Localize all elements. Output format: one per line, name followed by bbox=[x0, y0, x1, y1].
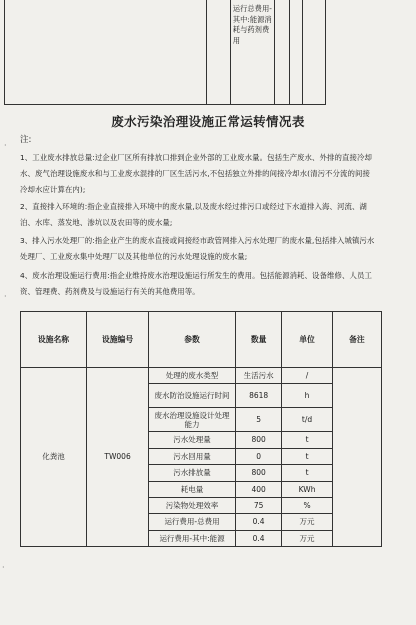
unit-cell: / bbox=[282, 368, 332, 384]
header-facility-name: 设施名称 bbox=[21, 312, 87, 368]
param-cell: 污水排放量 bbox=[149, 465, 236, 481]
table-header-row bbox=[21, 312, 382, 368]
param-cell: 运行费用-其中:能源 bbox=[149, 530, 236, 546]
header-parameter: 参数 bbox=[149, 312, 236, 368]
unit-cell: t bbox=[282, 465, 332, 481]
unit-cell: t/d bbox=[282, 408, 332, 432]
param-cell: 废水防治设施运行时间 bbox=[149, 384, 236, 408]
unit-cell: 万元 bbox=[282, 530, 332, 546]
document-title: 废水污染治理设施正常运转情况表 bbox=[111, 114, 305, 129]
unit-cell: KWh bbox=[282, 481, 332, 497]
qty-cell: 75 bbox=[235, 497, 281, 513]
scan-speck: · bbox=[4, 141, 7, 150]
header-facility-code: 设施编号 bbox=[86, 312, 148, 368]
fragment-cell bbox=[5, 0, 207, 105]
param-cell: 运行费用-总费用 bbox=[149, 514, 236, 530]
qty-cell: 0 bbox=[235, 448, 281, 464]
header-remark: 备注 bbox=[332, 312, 381, 368]
qty-cell: 8618 bbox=[235, 384, 281, 408]
fragment-cell bbox=[289, 0, 303, 105]
param-cell: 污水处理量 bbox=[149, 432, 236, 448]
param-cell: 耗电量 bbox=[149, 481, 236, 497]
fragment-cell bbox=[275, 0, 290, 105]
qty-cell: 800 bbox=[235, 432, 281, 448]
fragment-cell bbox=[207, 0, 230, 105]
param-cell: 废水治理设施设计处理能力 bbox=[149, 408, 236, 432]
note-1: 1、工业废水排放总量:过企业厂区所有排放口排到企业外部的工业废水量。包括生产废水、外排的直接冷却水、废气治理设施废水和与工业废水混排的厂区生活污水,不包括独立外排的间接冷却水(清污不分流的间接冷却水应计算在内); bbox=[20, 153, 372, 194]
unit-cell: 万元 bbox=[282, 514, 332, 530]
facility-table bbox=[20, 311, 382, 547]
qty-cell: 0.4 bbox=[235, 530, 281, 546]
unit-cell: h bbox=[282, 384, 332, 408]
param-cell: 污水回用量 bbox=[149, 448, 236, 464]
qty-cell: 0.4 bbox=[235, 514, 281, 530]
scan-speck: · bbox=[4, 292, 7, 301]
note-2: 2、直接排入环境的:指企业直接排入环境中的废水量,以及废水经过排污口或经过下水道排入海、河流、湖泊、水库、蒸发地、渗坑以及农田等的废水量; bbox=[20, 202, 367, 227]
qty-cell: 生活污水 bbox=[235, 368, 281, 384]
qty-cell: 5 bbox=[235, 408, 281, 432]
unit-cell: % bbox=[282, 497, 332, 513]
facility-code-cell: TW006 bbox=[86, 368, 148, 547]
note-3: 3、排入污水处理厂的:指企业产生的废水直接或间接经市政管网排入污水处理厂的废水量,包括排入城镇污水处理厂、工业废水集中处理厂以及其他单位的污水处理设施的废水量; bbox=[20, 236, 375, 261]
header-quantity: 数量 bbox=[235, 312, 281, 368]
facility-name-cell: 化粪池 bbox=[21, 368, 87, 547]
note-4: 4、废水治理设施运行费用:指企业维持废水治理设施运行所发生的费用。包括能源消耗、设备维修、人员工资、管理费、药剂费及与设施运行有关的其他费用等。 bbox=[20, 271, 372, 296]
param-cell: 污染物处理效率 bbox=[149, 497, 236, 513]
unit-cell: t bbox=[282, 448, 332, 464]
fragment-label-cell: 运行总费用-其中:能源消耗与药剂费用 bbox=[230, 0, 274, 105]
fragment-cell bbox=[303, 0, 326, 105]
unit-cell: t bbox=[282, 432, 332, 448]
remark-cell bbox=[332, 368, 381, 547]
table-row bbox=[21, 368, 382, 384]
notes-label: 注: bbox=[20, 135, 32, 145]
qty-cell: 400 bbox=[235, 481, 281, 497]
param-cell: 处理的废水类型 bbox=[149, 368, 236, 384]
header-unit: 单位 bbox=[282, 312, 332, 368]
qty-cell: 800 bbox=[235, 465, 281, 481]
previous-table-fragment bbox=[4, 0, 326, 105]
scan-speck: · bbox=[2, 563, 5, 572]
